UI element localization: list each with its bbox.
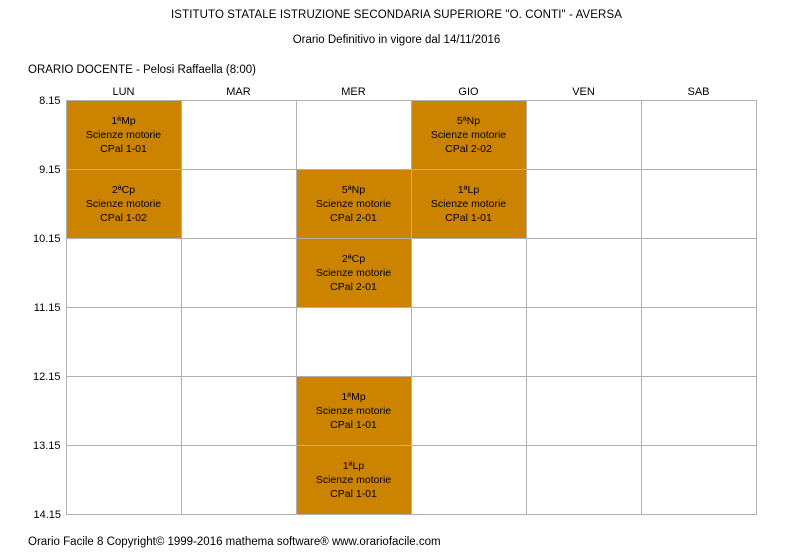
- lesson-class: 1ªMp: [111, 115, 136, 127]
- lesson-room: CPal 1-02: [100, 212, 147, 224]
- day-header-mer: MER: [341, 85, 366, 98]
- time-label: 12.15: [32, 370, 61, 383]
- empty-cell[interactable]: [411, 446, 526, 515]
- empty-cell[interactable]: [641, 377, 756, 446]
- empty-cell[interactable]: [411, 308, 526, 377]
- empty-cell[interactable]: [641, 101, 756, 170]
- spacer-cell: [411, 515, 526, 527]
- lesson-room: CPal 1-01: [330, 488, 377, 500]
- schedule-subtitle: Orario Definitivo in vigore dal 14/11/2016: [292, 34, 501, 46]
- time-label: 9.15: [39, 163, 61, 176]
- lesson-room: CPal 1-01: [330, 419, 377, 431]
- timetable-row: [28, 308, 756, 377]
- lesson-subject: Scienze motorie: [430, 129, 507, 141]
- day-header-lun: LUN: [112, 85, 135, 98]
- empty-cell[interactable]: [526, 239, 641, 308]
- lesson-subject: Scienze motorie: [85, 198, 162, 210]
- timetable-row: [28, 446, 756, 515]
- day-header-mar: MAR: [226, 85, 251, 98]
- empty-cell[interactable]: [181, 308, 296, 377]
- lesson-cell[interactable]: [411, 101, 526, 170]
- empty-cell[interactable]: [296, 308, 411, 377]
- empty-cell[interactable]: [181, 101, 296, 170]
- empty-cell[interactable]: [641, 446, 756, 515]
- empty-cell[interactable]: [526, 170, 641, 239]
- empty-cell[interactable]: [66, 239, 181, 308]
- empty-cell[interactable]: [181, 446, 296, 515]
- timetable-row: [28, 101, 756, 170]
- school-title: ISTITUTO STATALE ISTRUZIONE SECONDARIA SUPERIORE "O. CONTI" - AVERSA: [171, 9, 622, 21]
- timetable-row: [28, 239, 756, 308]
- empty-cell[interactable]: [411, 377, 526, 446]
- empty-cell[interactable]: [526, 446, 641, 515]
- timetable-row: [28, 170, 756, 239]
- lesson-class: 1ªLp: [342, 460, 365, 472]
- lesson-cell[interactable]: [296, 170, 411, 239]
- timetable-row: [28, 377, 756, 446]
- lesson-cell[interactable]: [296, 377, 411, 446]
- lesson-class: 1ªMp: [341, 391, 366, 403]
- lesson-class: 2ªCp: [111, 184, 136, 196]
- empty-cell[interactable]: [66, 446, 181, 515]
- day-header-ven: VEN: [572, 85, 595, 98]
- lesson-cell[interactable]: [296, 446, 411, 515]
- empty-cell[interactable]: [526, 377, 641, 446]
- teacher-label: ORARIO DOCENTE - Pelosi Raffaella (8:00): [28, 64, 256, 76]
- timetable-container: [28, 83, 757, 527]
- lesson-cell[interactable]: [66, 170, 181, 239]
- empty-cell[interactable]: [181, 239, 296, 308]
- time-label: 10.15: [32, 232, 61, 245]
- spacer-cell: [181, 515, 296, 527]
- lesson-room: CPal 1-01: [445, 212, 492, 224]
- lesson-cell[interactable]: [66, 101, 181, 170]
- day-header-sab: SAB: [687, 85, 710, 98]
- empty-cell[interactable]: [296, 101, 411, 170]
- empty-cell[interactable]: [641, 170, 756, 239]
- time-label: 14.15: [33, 508, 61, 521]
- lesson-class: 1ªLp: [457, 184, 480, 196]
- lesson-class: 2ªCp: [341, 253, 366, 265]
- lesson-room: CPal 2-01: [330, 281, 377, 293]
- spacer-cell: [641, 515, 756, 527]
- empty-cell[interactable]: [66, 308, 181, 377]
- empty-cell[interactable]: [526, 308, 641, 377]
- timetable: [28, 83, 757, 527]
- empty-cell[interactable]: [641, 239, 756, 308]
- spacer-cell: [66, 515, 181, 527]
- footer-text: Orario Facile 8 Copyright© 1999-2016 mathema software® www.orariofacile.com: [28, 536, 441, 548]
- lesson-room: CPal 2-01: [330, 212, 377, 224]
- lesson-subject: Scienze motorie: [85, 129, 162, 141]
- lesson-subject: Scienze motorie: [315, 474, 392, 486]
- timetable-header-row: [28, 83, 756, 101]
- empty-cell[interactable]: [181, 377, 296, 446]
- timetable-footer-row: [28, 515, 756, 527]
- time-label: 13.15: [32, 439, 61, 452]
- lesson-subject: Scienze motorie: [315, 267, 392, 279]
- time-label: 8.15: [39, 94, 61, 107]
- lesson-subject: Scienze motorie: [430, 198, 507, 210]
- empty-cell[interactable]: [66, 377, 181, 446]
- lesson-class: 5ªNp: [341, 184, 366, 196]
- empty-cell[interactable]: [526, 101, 641, 170]
- lesson-subject: Scienze motorie: [315, 198, 392, 210]
- time-label: 11.15: [33, 301, 61, 314]
- spacer-cell: [526, 515, 641, 527]
- lesson-room: CPal 1-01: [100, 143, 147, 155]
- lesson-class: 5ªNp: [456, 115, 481, 127]
- lesson-room: CPal 2-02: [445, 143, 492, 155]
- spacer-cell: [296, 515, 411, 527]
- lesson-cell[interactable]: [411, 170, 526, 239]
- day-header-gio: GIO: [458, 85, 479, 98]
- lesson-subject: Scienze motorie: [315, 405, 392, 417]
- page-header: [0, 0, 793, 46]
- empty-cell[interactable]: [641, 308, 756, 377]
- lesson-cell[interactable]: [296, 239, 411, 308]
- empty-cell[interactable]: [411, 239, 526, 308]
- empty-cell[interactable]: [181, 170, 296, 239]
